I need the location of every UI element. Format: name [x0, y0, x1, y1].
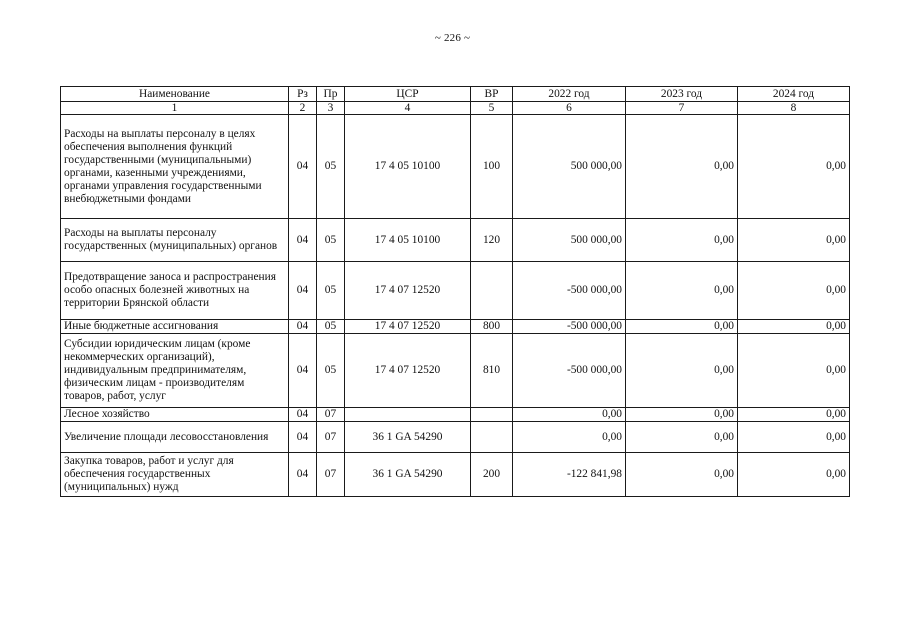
row-name: Расходы на выплаты персоналу в целях обеспечения выполнения функций государственными (муниципальными) органами, казенными учреждениями, органами управления государственными внебюджетными фондами — [61, 115, 289, 219]
row-pr: 07 — [317, 453, 345, 497]
row-rz: 04 — [289, 262, 317, 320]
table-row — [61, 219, 850, 262]
row-2022: 500 000,00 — [513, 115, 626, 219]
row-pr: 05 — [317, 262, 345, 320]
table-row — [61, 408, 850, 422]
row-vr — [471, 422, 513, 453]
column-number: 2 — [289, 102, 317, 115]
row-csr — [345, 408, 471, 422]
page-number: ~ 226 ~ — [434, 32, 471, 44]
row-2023: 0,00 — [626, 422, 738, 453]
row-2023: 0,00 — [626, 320, 738, 334]
row-rz: 04 — [289, 115, 317, 219]
row-csr: 36 1 GA 54290 — [345, 453, 471, 497]
row-2024: 0,00 — [738, 422, 850, 453]
row-2023: 0,00 — [626, 408, 738, 422]
row-2023: 0,00 — [626, 219, 738, 262]
row-2022: -500 000,00 — [513, 320, 626, 334]
row-csr: 36 1 GA 54290 — [345, 422, 471, 453]
row-vr: 200 — [471, 453, 513, 497]
row-pr: 07 — [317, 408, 345, 422]
column-number: 4 — [345, 102, 471, 115]
row-rz: 04 — [289, 219, 317, 262]
column-number-row — [61, 102, 850, 115]
header-2022: 2022 год — [513, 87, 626, 102]
row-2022: 0,00 — [513, 422, 626, 453]
row-2022: 0,00 — [513, 408, 626, 422]
row-rz: 04 — [289, 422, 317, 453]
row-pr: 05 — [317, 115, 345, 219]
table-row — [61, 453, 850, 497]
table-row — [61, 320, 850, 334]
row-2024: 0,00 — [738, 219, 850, 262]
row-name: Расходы на выплаты персоналу государственных (муниципальных) органов — [61, 219, 289, 262]
header-pr: Пр — [317, 87, 345, 102]
header-rz: Рз — [289, 87, 317, 102]
row-pr: 05 — [317, 219, 345, 262]
row-rz: 04 — [289, 320, 317, 334]
budget-table — [60, 86, 850, 497]
header-row — [61, 87, 850, 102]
row-2024: 0,00 — [738, 115, 850, 219]
header-2023: 2023 год — [626, 87, 738, 102]
row-name: Иные бюджетные ассигнования — [61, 320, 289, 334]
row-vr — [471, 408, 513, 422]
row-csr: 17 4 05 10100 — [345, 115, 471, 219]
table-row — [61, 422, 850, 453]
row-2022: 500 000,00 — [513, 219, 626, 262]
column-number: 5 — [471, 102, 513, 115]
table-row — [61, 262, 850, 320]
row-2022: -500 000,00 — [513, 334, 626, 408]
row-2024: 0,00 — [738, 408, 850, 422]
row-csr: 17 4 07 12520 — [345, 320, 471, 334]
row-name: Субсидии юридическим лицам (кроме некоммерческих организаций), индивидуальным предпринимателям, физическим лицам - производителям товаров, работ, услуг — [61, 334, 289, 408]
row-2023: 0,00 — [626, 453, 738, 497]
row-pr: 07 — [317, 422, 345, 453]
row-2022: -500 000,00 — [513, 262, 626, 320]
row-name: Лесное хозяйство — [61, 408, 289, 422]
row-vr: 120 — [471, 219, 513, 262]
table-row — [61, 115, 850, 219]
column-number: 3 — [317, 102, 345, 115]
row-name: Увеличение площади лесовосстановления — [61, 422, 289, 453]
row-2024: 0,00 — [738, 453, 850, 497]
table-row — [61, 334, 850, 408]
row-rz: 04 — [289, 408, 317, 422]
row-2023: 0,00 — [626, 115, 738, 219]
row-vr: 800 — [471, 320, 513, 334]
row-2023: 0,00 — [626, 262, 738, 320]
row-name: Закупка товаров, работ и услуг для обеспечения государственных (муниципальных) нужд — [61, 453, 289, 497]
row-2022: -122 841,98 — [513, 453, 626, 497]
header-name: Наименование — [61, 87, 289, 102]
row-2024: 0,00 — [738, 262, 850, 320]
column-number: 1 — [61, 102, 289, 115]
row-2023: 0,00 — [626, 334, 738, 408]
row-csr: 17 4 07 12520 — [345, 334, 471, 408]
column-number: 6 — [513, 102, 626, 115]
row-csr: 17 4 05 10100 — [345, 219, 471, 262]
row-vr: 810 — [471, 334, 513, 408]
row-pr: 05 — [317, 334, 345, 408]
header-csr: ЦСР — [345, 87, 471, 102]
row-csr: 17 4 07 12520 — [345, 262, 471, 320]
row-name: Предотвращение заноса и распространения особо опасных болезней животных на территории Брянской области — [61, 262, 289, 320]
row-rz: 04 — [289, 334, 317, 408]
column-number: 7 — [626, 102, 738, 115]
row-vr — [471, 262, 513, 320]
row-pr: 05 — [317, 320, 345, 334]
header-2024: 2024 год — [738, 87, 850, 102]
row-vr: 100 — [471, 115, 513, 219]
row-rz: 04 — [289, 453, 317, 497]
column-number: 8 — [738, 102, 850, 115]
row-2024: 0,00 — [738, 334, 850, 408]
row-2024: 0,00 — [738, 320, 850, 334]
header-vr: ВР — [471, 87, 513, 102]
